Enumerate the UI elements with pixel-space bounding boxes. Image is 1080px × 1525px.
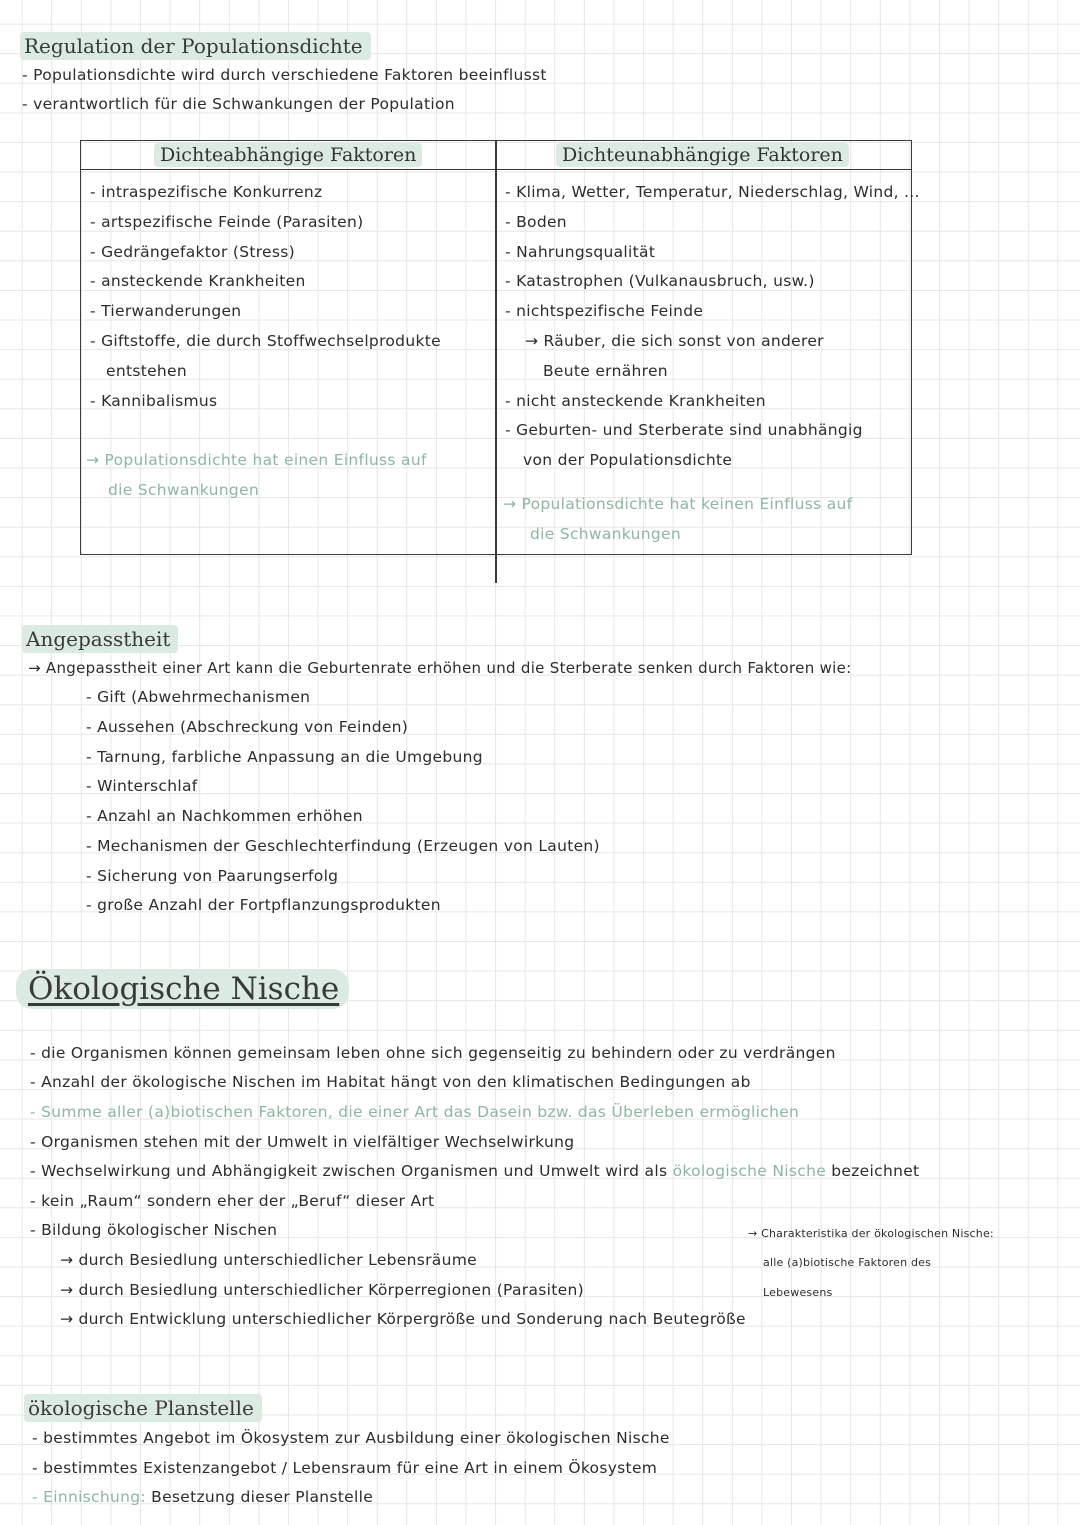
text-line: - bestimmtes Existenzangebot / Lebensraum für eine Art in einem Ökosystem — [32, 1459, 658, 1477]
intro-line: → Angepasstheit einer Art kann die Geburtenrate erhöhen und die Sterberate senken durch Faktoren wie: — [28, 659, 852, 677]
text-line: - Organismen stehen mit der Umwelt in vielfältiger Wechselwirkung — [30, 1133, 575, 1151]
right-conclusion: → Populationsdichte hat keinen Einfluss auf — [503, 495, 853, 513]
list-item: von der Populationsdichte — [523, 451, 733, 469]
sub-item: → durch Besiedlung unterschiedlicher Lebensräume — [60, 1251, 477, 1269]
text-line: - kein „Raum“ sondern eher der „Beruf“ dieser Art — [30, 1192, 435, 1210]
list-item: Beute ernähren — [543, 362, 668, 380]
section-title-angepasstheit: Angepasstheit — [22, 625, 178, 653]
text-line — [32, 1488, 373, 1506]
list-item: - Geburten- und Sterberate sind unabhängig — [505, 421, 863, 439]
sub-item: → durch Besiedlung unterschiedlicher Körperregionen (Parasiten) — [60, 1281, 584, 1299]
side-note: Lebewesens — [763, 1286, 833, 1299]
list-item: - große Anzahl der Fortpflanzungsprodukten — [86, 896, 441, 914]
list-item: - Boden — [505, 213, 567, 231]
list-item: → Räuber, die sich sonst von anderer — [525, 332, 824, 350]
left-conclusion: → Populationsdichte hat einen Einfluss auf — [86, 451, 427, 469]
text-part: - Wechselwirkung und Abhängigkeit zwischen Organismen und Umwelt wird als — [30, 1162, 668, 1180]
list-item: - Gift (Abwehrmechanismen — [86, 688, 311, 706]
list-item: - ansteckende Krankheiten — [90, 272, 306, 290]
sub-item: → durch Entwicklung unterschiedlicher Körpergröße und Sonderung nach Beutegröße — [60, 1310, 746, 1328]
side-note: → Charakteristika der ökologischen Nische: — [748, 1227, 994, 1240]
list-item: - Nahrungsqualität — [505, 243, 656, 261]
list-item: - Tarnung, farbliche Anpassung an die Umgebung — [86, 748, 483, 766]
list-item: - nichtspezifische Feinde — [505, 302, 704, 320]
section-title-oekologische-nische: Ökologische Nische — [16, 969, 349, 1009]
list-item: - Mechanismen der Geschlechterfindung (Erzeugen von Lauten) — [86, 837, 600, 855]
text-line: - die Organismen können gemeinsam leben ohne sich gegenseitig zu behindern oder zu verdrängen — [30, 1044, 836, 1062]
intro-line: - verantwortlich für die Schwankungen der Population — [22, 95, 455, 113]
text-line: - bestimmtes Angebot im Ökosystem zur Ausbildung einer ökologischen Nische — [32, 1429, 670, 1447]
list-item: - Klima, Wetter, Temperatur, Niederschlag, Wind, ... — [505, 183, 920, 201]
text-part: bezeichnet — [831, 1162, 920, 1180]
table-divider — [495, 140, 497, 583]
right-conclusion: die Schwankungen — [530, 525, 681, 543]
term-highlight: - Einnischung: — [32, 1488, 146, 1506]
list-item: - Sicherung von Paarungserfolg — [86, 867, 339, 885]
list-item: - nicht ansteckende Krankheiten — [505, 392, 766, 410]
header-density-dependent: Dichteabhängige Faktoren — [154, 143, 422, 167]
section-title-planstelle: ökologische Planstelle — [24, 1394, 262, 1422]
list-item: - Giftstoffe, die durch Stoffwechselprodukte — [90, 332, 441, 350]
text-line-highlight: - Summe aller (a)biotischen Faktoren, die einer Art das Dasein bzw. das Überleben ermöglichen — [30, 1103, 800, 1121]
list-item: - Gedrängefaktor (Stress) — [90, 243, 295, 261]
list-item: - Tierwanderungen — [90, 302, 242, 320]
intro-line: - Populationsdichte wird durch verschiedene Faktoren beeinflusst — [22, 66, 547, 84]
list-item: - Anzahl an Nachkommen erhöhen — [86, 807, 363, 825]
term-highlight: ökologische Nische — [672, 1162, 827, 1180]
list-item: entstehen — [106, 362, 188, 380]
list-item: - artspezifische Feinde (Parasiten) — [90, 213, 364, 231]
side-note: alle (a)biotische Faktoren des — [763, 1256, 932, 1269]
text-line: - Anzahl der ökologische Nischen im Habitat hängt von den klimatischen Bedingungen ab — [30, 1073, 751, 1091]
text-line — [30, 1162, 919, 1180]
text-part: Besetzung dieser Planstelle — [151, 1488, 374, 1506]
list-item: - Kannibalismus — [90, 392, 218, 410]
section-title-regulation: Regulation der Populationsdichte — [20, 32, 371, 60]
list-item: - Winterschlaf — [86, 777, 198, 795]
text-line: - Bildung ökologischer Nischen — [30, 1221, 278, 1239]
header-density-independent: Dichteunabhängige Faktoren — [556, 143, 849, 167]
left-conclusion: die Schwankungen — [108, 481, 259, 499]
list-item: - intraspezifische Konkurrenz — [90, 183, 323, 201]
list-item: - Aussehen (Abschreckung von Feinden) — [86, 718, 409, 736]
list-item: - Katastrophen (Vulkanausbruch, usw.) — [505, 272, 815, 290]
